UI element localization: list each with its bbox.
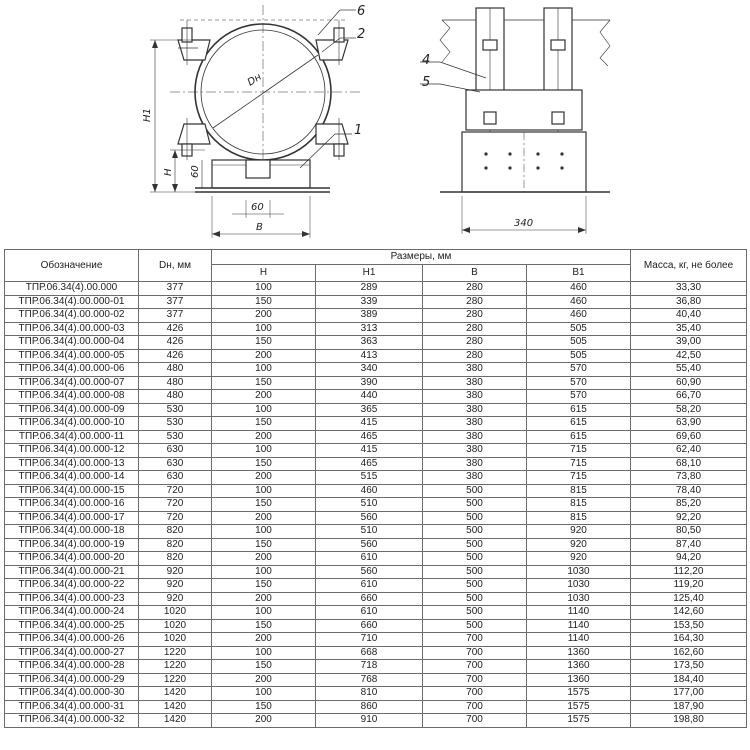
table-cell: 377 [139, 295, 212, 309]
table-cell: 100 [212, 403, 316, 417]
table-cell: 173,50 [631, 660, 747, 674]
table-cell: 1575 [527, 714, 631, 728]
table-cell: 920 [139, 565, 212, 579]
table-cell: 505 [527, 322, 631, 336]
table-cell: 200 [212, 714, 316, 728]
table-cell: 630 [139, 457, 212, 471]
table-cell: 700 [423, 687, 527, 701]
table-cell: 715 [527, 457, 631, 471]
table-row [5, 565, 747, 579]
table-cell: ТПР.06.34(4).00.000-14 [5, 471, 139, 485]
table-cell: 715 [527, 444, 631, 458]
table-cell: 150 [212, 700, 316, 714]
table-row [5, 552, 747, 566]
table-cell: 42,50 [631, 349, 747, 363]
dim-h: H [163, 168, 174, 176]
table-cell: 1020 [139, 633, 212, 647]
table-row [5, 349, 747, 363]
table-cell: ТПР.06.34(4).00.000-15 [5, 484, 139, 498]
table-cell: ТПР.06.34(4).00.000-01 [5, 295, 139, 309]
table-cell: 80,50 [631, 525, 747, 539]
table-row [5, 687, 747, 701]
table-cell: 426 [139, 336, 212, 350]
table-cell: 380 [423, 471, 527, 485]
table-cell: 715 [527, 471, 631, 485]
table-row [5, 444, 747, 458]
table-cell: 184,40 [631, 673, 747, 687]
spec-table [4, 249, 747, 728]
table-cell: 700 [423, 660, 527, 674]
table-cell: ТПР.06.34(4).00.000-12 [5, 444, 139, 458]
table-cell: 920 [527, 552, 631, 566]
table-cell: 150 [212, 619, 316, 633]
table-cell: 78,40 [631, 484, 747, 498]
table-row [5, 430, 747, 444]
table-cell: 200 [212, 471, 316, 485]
table-cell: 700 [423, 714, 527, 728]
table-cell: 820 [139, 525, 212, 539]
table-cell: 480 [139, 390, 212, 404]
table-cell: 280 [423, 295, 527, 309]
table-row [5, 660, 747, 674]
table-cell: 35,40 [631, 322, 747, 336]
table-cell: 380 [423, 457, 527, 471]
callout-2: 2 [357, 27, 366, 42]
table-row [5, 538, 747, 552]
table-row [5, 579, 747, 593]
table-cell: 510 [316, 525, 423, 539]
table-cell: 515 [316, 471, 423, 485]
table-cell: 63,90 [631, 417, 747, 431]
header-b1: B1 [527, 265, 631, 282]
table-cell: 390 [316, 376, 423, 390]
table-cell: 630 [139, 471, 212, 485]
table-cell: 920 [139, 579, 212, 593]
table-row [5, 511, 747, 525]
table-cell: 377 [139, 282, 212, 296]
table-cell: 60,90 [631, 376, 747, 390]
table-cell: ТПР.06.34(4).00.000-19 [5, 538, 139, 552]
dim-h1: H1 [142, 108, 153, 122]
table-cell: 610 [316, 579, 423, 593]
table-cell: 1030 [527, 579, 631, 593]
table-cell: 820 [139, 538, 212, 552]
table-cell: 1420 [139, 700, 212, 714]
table-cell: 530 [139, 417, 212, 431]
table-cell: 480 [139, 363, 212, 377]
table-cell: 440 [316, 390, 423, 404]
table-cell: 413 [316, 349, 423, 363]
table-row [5, 322, 747, 336]
table-cell: ТПР.06.34(4).00.000-21 [5, 565, 139, 579]
table-cell: 660 [316, 619, 423, 633]
table-cell: 100 [212, 444, 316, 458]
table-cell: 415 [316, 444, 423, 458]
table-cell: 150 [212, 579, 316, 593]
table-cell: 150 [212, 457, 316, 471]
table-cell: 500 [423, 606, 527, 620]
table-cell: 815 [527, 498, 631, 512]
table-cell: 718 [316, 660, 423, 674]
table-cell: 530 [139, 403, 212, 417]
table-cell: 280 [423, 349, 527, 363]
table-cell: 505 [527, 336, 631, 350]
table-cell: 700 [423, 700, 527, 714]
table-cell: 100 [212, 282, 316, 296]
table-cell: 162,60 [631, 646, 747, 660]
table-cell: 200 [212, 430, 316, 444]
table-cell: 100 [212, 363, 316, 377]
table-cell: 112,20 [631, 565, 747, 579]
table-cell: 150 [212, 376, 316, 390]
table-cell: 510 [316, 498, 423, 512]
table-cell: 280 [423, 282, 527, 296]
table-cell: 720 [139, 498, 212, 512]
table-cell: 280 [423, 309, 527, 323]
table-cell: 73,80 [631, 471, 747, 485]
table-cell: 500 [423, 552, 527, 566]
table-cell: ТПР.06.34(4).00.000-04 [5, 336, 139, 350]
table-cell: 815 [527, 511, 631, 525]
table-cell: 615 [527, 417, 631, 431]
table-cell: 630 [139, 444, 212, 458]
dim-60-vertical: 60 [190, 165, 201, 178]
table-cell: 36,80 [631, 295, 747, 309]
table-cell: 200 [212, 592, 316, 606]
table-cell: ТПР.06.34(4).00.000-28 [5, 660, 139, 674]
table-cell: 380 [423, 376, 527, 390]
table-cell: 1020 [139, 619, 212, 633]
table-row [5, 403, 747, 417]
table-cell: 142,60 [631, 606, 747, 620]
table-cell: 200 [212, 349, 316, 363]
table-row [5, 363, 747, 377]
table-cell: 164,30 [631, 633, 747, 647]
table-cell: 1220 [139, 646, 212, 660]
table-cell: 380 [423, 430, 527, 444]
header-h: H [212, 265, 316, 282]
table-cell: 700 [423, 646, 527, 660]
callout-4: 4 [422, 53, 431, 68]
table-cell: 55,40 [631, 363, 747, 377]
table-cell: 1030 [527, 565, 631, 579]
table-row [5, 484, 747, 498]
table-cell: 363 [316, 336, 423, 350]
table-cell: 1030 [527, 592, 631, 606]
table-cell: 389 [316, 309, 423, 323]
table-cell: 100 [212, 565, 316, 579]
table-cell: 1420 [139, 687, 212, 701]
table-row [5, 498, 747, 512]
table-cell: 380 [423, 363, 527, 377]
callout-5: 5 [422, 75, 431, 90]
table-cell: 505 [527, 349, 631, 363]
support-drawing [0, 0, 750, 250]
table-cell: 100 [212, 525, 316, 539]
table-cell: 1140 [527, 619, 631, 633]
table-cell: 39,00 [631, 336, 747, 350]
table-cell: 58,20 [631, 403, 747, 417]
table-cell: ТПР.06.34(4).00.000-07 [5, 376, 139, 390]
table-cell: 380 [423, 444, 527, 458]
table-cell: 1140 [527, 606, 631, 620]
table-row [5, 295, 747, 309]
dim-60-horizontal: 60 [251, 202, 264, 213]
table-row [5, 282, 747, 296]
table-row [5, 673, 747, 687]
dim-b: B [256, 222, 263, 233]
table-cell: ТПР.06.34(4).00.000-16 [5, 498, 139, 512]
table-cell: 768 [316, 673, 423, 687]
table-cell: 500 [423, 565, 527, 579]
table-cell: 700 [423, 633, 527, 647]
table-cell: 500 [423, 592, 527, 606]
table-cell: ТПР.06.34(4).00.000-17 [5, 511, 139, 525]
table-cell: 426 [139, 349, 212, 363]
table-cell: 860 [316, 700, 423, 714]
callout-6: 6 [357, 4, 366, 19]
table-cell: ТПР.06.34(4).00.000-27 [5, 646, 139, 660]
table-cell: 200 [212, 309, 316, 323]
table-cell: 460 [527, 309, 631, 323]
table-cell: 62,40 [631, 444, 747, 458]
table-cell: 500 [423, 525, 527, 539]
table-cell: 720 [139, 511, 212, 525]
table-cell: 500 [423, 619, 527, 633]
table-cell: 92,20 [631, 511, 747, 525]
callout-1: 1 [354, 123, 363, 138]
table-cell: 66,70 [631, 390, 747, 404]
table-cell: 200 [212, 511, 316, 525]
table-cell: 200 [212, 552, 316, 566]
table-cell: 200 [212, 390, 316, 404]
table-cell: 465 [316, 457, 423, 471]
table-cell: ТПР.06.34(4).00.000-11 [5, 430, 139, 444]
table-cell: 150 [212, 660, 316, 674]
table-cell: ТПР.06.34(4).00.000-24 [5, 606, 139, 620]
table-cell: 100 [212, 322, 316, 336]
table-row [5, 457, 747, 471]
table-cell: 1575 [527, 687, 631, 701]
table-cell: 710 [316, 633, 423, 647]
table-row [5, 700, 747, 714]
table-cell: 200 [212, 673, 316, 687]
table-cell: 150 [212, 336, 316, 350]
table-cell: 68,10 [631, 457, 747, 471]
table-cell: 460 [527, 282, 631, 296]
table-row [5, 376, 747, 390]
table-cell: 100 [212, 646, 316, 660]
table-cell: 480 [139, 376, 212, 390]
table-cell: 920 [527, 538, 631, 552]
table-row [5, 471, 747, 485]
table-row [5, 417, 747, 431]
table-cell: 426 [139, 322, 212, 336]
table-cell: 500 [423, 498, 527, 512]
table-cell: 280 [423, 322, 527, 336]
table-cell: ТПР.06.34(4).00.000-29 [5, 673, 139, 687]
table-cell: ТПР.06.34(4).00.000-08 [5, 390, 139, 404]
table-cell: 1020 [139, 606, 212, 620]
table-row [5, 633, 747, 647]
table-cell: 150 [212, 538, 316, 552]
table-cell: 200 [212, 633, 316, 647]
table-cell: 810 [316, 687, 423, 701]
table-cell: 125,40 [631, 592, 747, 606]
table-cell: 153,50 [631, 619, 747, 633]
table-cell: 560 [316, 511, 423, 525]
table-cell: 150 [212, 498, 316, 512]
table-cell: 615 [527, 403, 631, 417]
header-dn: Dн, мм [139, 250, 212, 282]
table-cell: ТПР.06.34(4).00.000-06 [5, 363, 139, 377]
table-cell: 1360 [527, 660, 631, 674]
header-mass: Масса, кг, не более [631, 250, 747, 282]
table-cell: 380 [423, 417, 527, 431]
table-cell: 313 [316, 322, 423, 336]
table-cell: ТПР.06.34(4).00.000 [5, 282, 139, 296]
table-row [5, 714, 747, 728]
table-cell: 920 [139, 592, 212, 606]
table-row [5, 619, 747, 633]
table-cell: 1420 [139, 714, 212, 728]
table-row [5, 309, 747, 323]
table-cell: 69,60 [631, 430, 747, 444]
table-cell: 920 [527, 525, 631, 539]
table-row [5, 336, 747, 350]
table-cell: 500 [423, 538, 527, 552]
spec-table-container [4, 249, 746, 728]
table-cell: 500 [423, 484, 527, 498]
table-cell: 910 [316, 714, 423, 728]
table-cell: ТПР.06.34(4).00.000-25 [5, 619, 139, 633]
table-cell: 500 [423, 511, 527, 525]
table-cell: 380 [423, 390, 527, 404]
table-cell: ТПР.06.34(4).00.000-03 [5, 322, 139, 336]
table-cell: 198,80 [631, 714, 747, 728]
table-cell: ТПР.06.34(4).00.000-20 [5, 552, 139, 566]
table-row [5, 390, 747, 404]
table-cell: 289 [316, 282, 423, 296]
table-cell: 100 [212, 484, 316, 498]
table-cell: 1220 [139, 660, 212, 674]
table-cell: ТПР.06.34(4).00.000-10 [5, 417, 139, 431]
table-cell: 1360 [527, 646, 631, 660]
table-cell: 570 [527, 376, 631, 390]
header-dimensions: Размеры, мм [212, 250, 631, 265]
table-cell: 340 [316, 363, 423, 377]
table-cell: ТПР.06.34(4).00.000-30 [5, 687, 139, 701]
table-cell: 610 [316, 606, 423, 620]
table-cell: 280 [423, 336, 527, 350]
table-cell: ТПР.06.34(4).00.000-09 [5, 403, 139, 417]
table-cell: 700 [423, 673, 527, 687]
table-cell: ТПР.06.34(4).00.000-18 [5, 525, 139, 539]
table-cell: 177,00 [631, 687, 747, 701]
table-cell: 365 [316, 403, 423, 417]
table-cell: 615 [527, 430, 631, 444]
table-cell: 610 [316, 552, 423, 566]
table-cell: 1575 [527, 700, 631, 714]
table-cell: 560 [316, 565, 423, 579]
table-cell: ТПР.06.34(4).00.000-26 [5, 633, 139, 647]
table-cell: 460 [527, 295, 631, 309]
dim-340: 340 [514, 218, 534, 229]
table-cell: 815 [527, 484, 631, 498]
table-cell: 33,30 [631, 282, 747, 296]
table-cell: 660 [316, 592, 423, 606]
table-cell: 150 [212, 295, 316, 309]
table-cell: 339 [316, 295, 423, 309]
dim-dn: Dн [245, 71, 264, 89]
table-cell: 465 [316, 430, 423, 444]
table-cell: 570 [527, 363, 631, 377]
table-cell: 530 [139, 430, 212, 444]
table-cell: ТПР.06.34(4).00.000-13 [5, 457, 139, 471]
table-cell: 1140 [527, 633, 631, 647]
table-cell: 560 [316, 538, 423, 552]
table-row [5, 646, 747, 660]
header-designation: Обозначение [5, 250, 139, 282]
table-cell: 187,90 [631, 700, 747, 714]
table-cell: 100 [212, 687, 316, 701]
table-cell: ТПР.06.34(4).00.000-22 [5, 579, 139, 593]
table-cell: ТПР.06.34(4).00.000-02 [5, 309, 139, 323]
table-cell: 500 [423, 579, 527, 593]
table-cell: 87,40 [631, 538, 747, 552]
table-row [5, 525, 747, 539]
table-cell: 150 [212, 417, 316, 431]
table-cell: 820 [139, 552, 212, 566]
table-cell: 720 [139, 484, 212, 498]
table-cell: 94,20 [631, 552, 747, 566]
table-cell: 415 [316, 417, 423, 431]
table-cell: 1220 [139, 673, 212, 687]
header-h1: H1 [316, 265, 423, 282]
table-cell: ТПР.06.34(4).00.000-23 [5, 592, 139, 606]
table-cell: 119,20 [631, 579, 747, 593]
spec-table-body [5, 282, 747, 728]
table-cell: 85,20 [631, 498, 747, 512]
table-cell: 377 [139, 309, 212, 323]
table-cell: 460 [316, 484, 423, 498]
table-row [5, 592, 747, 606]
table-cell: ТПР.06.34(4).00.000-31 [5, 700, 139, 714]
table-cell: 380 [423, 403, 527, 417]
table-cell: 40,40 [631, 309, 747, 323]
table-cell: 1360 [527, 673, 631, 687]
table-row [5, 606, 747, 620]
table-cell: 100 [212, 606, 316, 620]
table-cell: 668 [316, 646, 423, 660]
header-b: B [423, 265, 527, 282]
table-cell: 570 [527, 390, 631, 404]
table-cell: ТПР.06.34(4).00.000-05 [5, 349, 139, 363]
table-cell: ТПР.06.34(4).00.000-32 [5, 714, 139, 728]
